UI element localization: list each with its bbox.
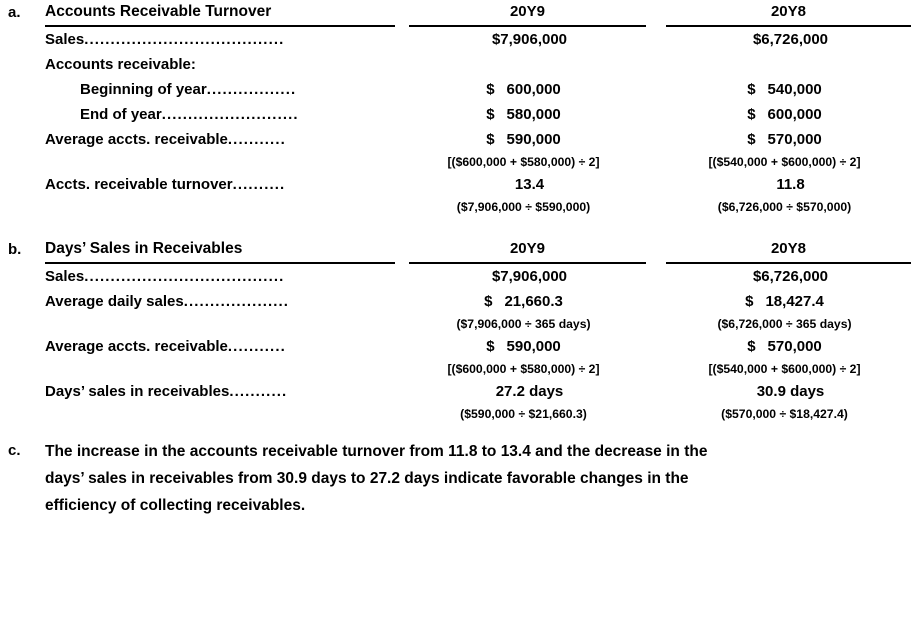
row-formula-accts-receivable-turnover-20y9: ($7,906,000 ÷ $590,000) (456, 200, 591, 214)
row-spacer (0, 334, 45, 359)
row-spacer (45, 314, 395, 334)
column-header-b-20y9: 20Y9 (409, 237, 646, 264)
column-header-a-20y9: 20Y9 (409, 0, 646, 27)
row-label-sales: Sales ...................................... (45, 31, 285, 48)
conclusion-text: The increase in the accounts receivable turnover from 11.8 to 13.4 and the decrease in the days’ sales in receivables from 30.9 days to 27.2 days indicate favorable changes in the efficiency of collecting receivables. (45, 443, 708, 514)
section-marker-c: c. (8, 442, 21, 459)
row-formula-days-sales-in-receivables-20y9: ($590,000 ÷ $21,660.3) (460, 407, 587, 421)
section-title-a: Accounts Receivable Turnover (45, 0, 395, 27)
row-spacer (0, 172, 45, 197)
row-formula-average-daily-sales-20y9: ($7,906,000 ÷ 365 days) (456, 317, 591, 331)
row-value-end-of-year-20y9: $ 580,000 (486, 106, 561, 123)
row-value-sales-b-20y8: $6,726,000 (752, 268, 829, 285)
row-formula-days-sales-in-receivables-20y8: ($570,000 ÷ $18,427.4) (721, 407, 848, 421)
row-formula-accts-receivable-turnover-20y8: ($6,726,000 ÷ $570,000) (717, 200, 852, 214)
row-value-days-sales-in-receivables-20y9: 27.2 days (495, 383, 564, 400)
row-formula-average-accts-receivable-b-20y8: [($540,000 + $600,000) ÷ 2] (708, 362, 861, 376)
row-spacer (0, 152, 45, 172)
row-value-sales-20y9: $7,906,000 (491, 31, 568, 48)
row-spacer (0, 264, 45, 289)
row-spacer (0, 379, 45, 404)
row-formula-average-accts-receivable-20y9: [($600,000 + $580,000) ÷ 2] (447, 155, 600, 169)
row-formula-average-accts-receivable-20y8: [($540,000 + $600,000) ÷ 2] (708, 155, 861, 169)
row-spacer (45, 152, 395, 172)
section-days-sales-in-receivables (0, 237, 917, 424)
row-spacer (0, 27, 45, 52)
row-label-beginning-of-year: Beginning of year ................. (80, 81, 297, 98)
row-value-empty-20y9 (395, 52, 652, 77)
row-value-average-daily-sales-20y9: $ 21,660.3 (484, 293, 563, 310)
section-title-b: Days’ Sales in Receivables (45, 237, 395, 264)
row-value-days-sales-in-receivables-20y8: 30.9 days (756, 383, 825, 400)
row-value-beginning-of-year-20y9: $ 600,000 (486, 81, 561, 98)
row-spacer (0, 197, 45, 217)
row-formula-average-accts-receivable-b-20y9: [($600,000 + $580,000) ÷ 2] (447, 362, 600, 376)
row-spacer (45, 197, 395, 217)
row-spacer (0, 314, 45, 334)
row-spacer (0, 102, 45, 127)
row-label-average-accts-receivable: Average accts. receivable ........... (45, 131, 286, 148)
row-value-average-daily-sales-20y8: $ 18,427.4 (745, 293, 824, 310)
row-label-accounts-receivable-group: Accounts receivable: (45, 56, 196, 73)
row-spacer (0, 127, 45, 152)
row-value-accts-receivable-turnover-20y8: 11.8 (776, 176, 805, 193)
row-value-end-of-year-20y8: $ 600,000 (747, 106, 822, 123)
row-value-average-accts-receivable-20y8: $ 570,000 (747, 131, 822, 148)
row-label-sales-b: Sales ...................................... (45, 268, 285, 285)
row-value-beginning-of-year-20y8: $ 540,000 (747, 81, 822, 98)
row-value-sales-20y8: $6,726,000 (752, 31, 829, 48)
row-label-average-accts-receivable-b: Average accts. receivable ........... (45, 338, 286, 355)
section-marker-b: b. (8, 241, 22, 258)
column-header-b-20y8: 20Y8 (666, 237, 911, 264)
section-accounts-receivable-turnover (0, 0, 917, 217)
row-label-average-daily-sales: Average daily sales .................... (45, 293, 290, 310)
row-value-accts-receivable-turnover-20y9: 13.4 (514, 176, 545, 193)
row-spacer (0, 77, 45, 102)
section-divider-gap (0, 217, 917, 237)
row-value-average-accts-receivable-b-20y8: $ 570,000 (747, 338, 822, 355)
column-header-a-20y8: 20Y8 (666, 0, 911, 27)
row-value-average-accts-receivable-b-20y9: $ 590,000 (486, 338, 561, 355)
section-marker-a: a. (8, 4, 21, 21)
row-label-days-sales-in-receivables: Days’ sales in receivables ........... (45, 383, 288, 400)
row-value-sales-b-20y9: $7,906,000 (491, 268, 568, 285)
row-spacer (45, 404, 395, 424)
row-label-end-of-year: End of year .......................... (80, 106, 299, 123)
section-conclusion (0, 438, 917, 519)
row-value-empty-20y8 (652, 52, 917, 77)
row-formula-average-daily-sales-20y8: ($6,726,000 ÷ 365 days) (717, 317, 852, 331)
row-spacer (0, 289, 45, 314)
row-spacer (0, 359, 45, 379)
row-value-average-accts-receivable-20y9: $ 590,000 (486, 131, 561, 148)
row-spacer (0, 52, 45, 77)
row-label-accts-receivable-turnover: Accts. receivable turnover .......... (45, 176, 286, 193)
row-spacer (0, 404, 45, 424)
row-spacer (45, 359, 395, 379)
